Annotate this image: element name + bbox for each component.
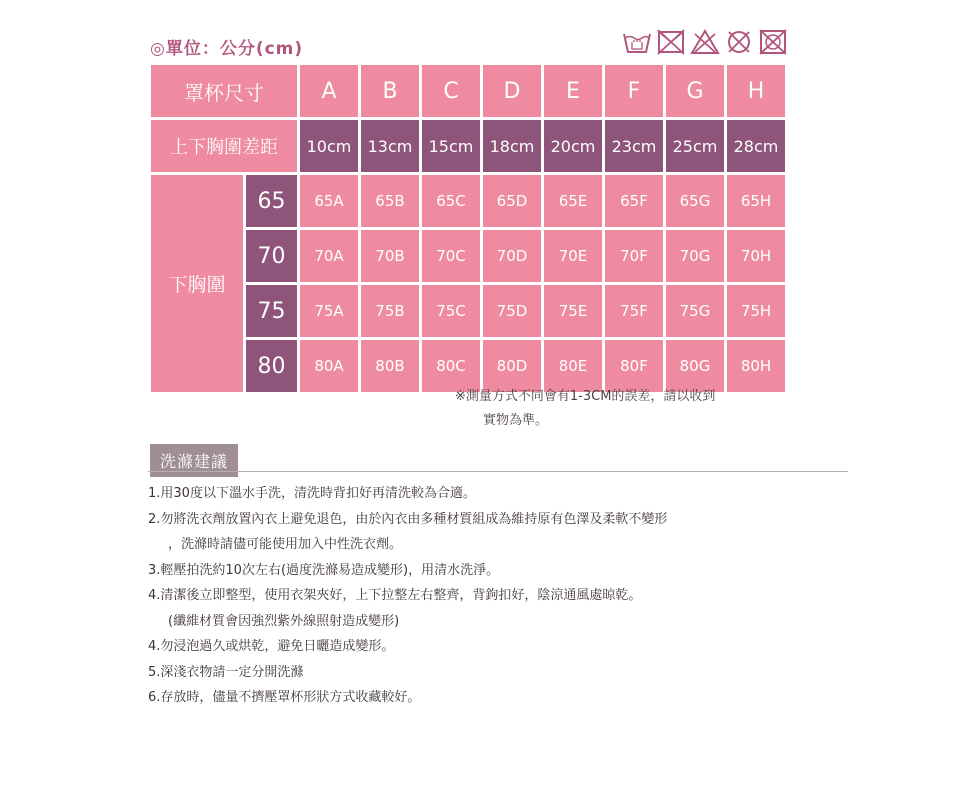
bust-difference-cell: 28cm — [727, 120, 785, 172]
divider — [148, 471, 848, 472]
size-cell: 70D — [483, 230, 541, 282]
care-item: ，洗滌時請儘可能使用加入中性洗衣劑。 — [168, 537, 403, 552]
care-section-title: 洗滌建議 — [150, 444, 238, 477]
cup-header: A — [300, 65, 358, 117]
care-item: 4.勿浸泡過久或烘乾，避免日曬造成變形。 — [148, 639, 395, 654]
band-size: 65 — [246, 175, 297, 227]
size-cell: 80F — [605, 340, 663, 392]
size-cell: 75H — [727, 285, 785, 337]
no-tumble-dry-icon — [656, 28, 686, 56]
size-cell: 75B — [361, 285, 419, 337]
no-dry-clean-icon — [724, 28, 754, 56]
size-cell: 65D — [483, 175, 541, 227]
size-cell: 70F — [605, 230, 663, 282]
care-symbols — [622, 28, 788, 56]
cup-header: F — [605, 65, 663, 117]
size-cell: 75D — [483, 285, 541, 337]
size-cell: 80H — [727, 340, 785, 392]
note-line: 實物為準。 — [483, 413, 549, 428]
size-cell: 80D — [483, 340, 541, 392]
size-cell: 80C — [422, 340, 480, 392]
size-cell: 70G — [666, 230, 724, 282]
cup-header: G — [666, 65, 724, 117]
bust-difference-cell: 13cm — [361, 120, 419, 172]
size-cell: 80B — [361, 340, 419, 392]
care-item: (纖維材質會因強烈紫外線照射造成變形) — [168, 613, 400, 629]
cup-header: E — [544, 65, 602, 117]
size-cell: 75E — [544, 285, 602, 337]
unit-label: ◎單位：公分(cm) — [150, 39, 304, 59]
size-row — [151, 175, 785, 227]
hand-wash-icon — [622, 28, 652, 56]
diff-row — [151, 120, 785, 172]
cup-header: B — [361, 65, 419, 117]
band-size: 75 — [246, 285, 297, 337]
size-chart — [148, 62, 788, 395]
size-cell: 75A — [300, 285, 358, 337]
size-cell: 65H — [727, 175, 785, 227]
size-cell: 75C — [422, 285, 480, 337]
care-item: 6.存放時，儘量不擠壓罩杯形狀方式收藏較好。 — [148, 690, 421, 705]
size-cell: 80A — [300, 340, 358, 392]
size-row — [151, 230, 785, 282]
cup-header: D — [483, 65, 541, 117]
size-cell: 65C — [422, 175, 480, 227]
size-cell: 75G — [666, 285, 724, 337]
care-item: 3.輕壓拍洗約10次左右(過度洗滌易造成變形)，用清水洗淨。 — [148, 562, 500, 578]
bust-difference-cell: 23cm — [605, 120, 663, 172]
size-cell: 65G — [666, 175, 724, 227]
bust-difference-cell: 20cm — [544, 120, 602, 172]
care-item: 5.深淺衣物請一定分開洗滌 — [148, 664, 304, 680]
size-cell: 70B — [361, 230, 419, 282]
measurement-note — [455, 385, 715, 433]
care-instructions — [148, 481, 667, 711]
size-cell: 70E — [544, 230, 602, 282]
size-cell: 75F — [605, 285, 663, 337]
underbust-label: 下胸圍 — [151, 175, 243, 392]
cup-header-row — [151, 65, 785, 117]
care-item: 2.勿將洗衣劑放置內衣上避免退色，由於內衣由多種材質組成為維持原有色澤及柔軟不變形 — [148, 511, 668, 527]
size-cell: 65F — [605, 175, 663, 227]
size-cell: 70H — [727, 230, 785, 282]
size-row — [151, 285, 785, 337]
size-cell: 80G — [666, 340, 724, 392]
size-cell: 80E — [544, 340, 602, 392]
no-machine-dry-icon — [758, 28, 788, 56]
bust-difference-label: 上下胸圍差距 — [151, 120, 297, 172]
cup-size-label: 罩杯尺寸 — [151, 65, 297, 117]
cup-header: C — [422, 65, 480, 117]
bust-difference-cell: 10cm — [300, 120, 358, 172]
size-cell: 70A — [300, 230, 358, 282]
size-cell: 65E — [544, 175, 602, 227]
band-size: 70 — [246, 230, 297, 282]
bust-difference-cell: 25cm — [666, 120, 724, 172]
note-line: ※測量方式不同會有1-3CM的誤差，請以收到 — [455, 389, 716, 404]
bust-difference-cell: 18cm — [483, 120, 541, 172]
bust-difference-cell: 15cm — [422, 120, 480, 172]
size-cell: 70C — [422, 230, 480, 282]
care-item: 1.用30度以下溫水手洗，清洗時背扣好再清洗較為合適。 — [148, 486, 476, 501]
size-cell: 65B — [361, 175, 419, 227]
size-cell: 65A — [300, 175, 358, 227]
band-size: 80 — [246, 340, 297, 392]
no-bleach-icon — [690, 28, 720, 56]
cup-header: H — [727, 65, 785, 117]
care-item: 4.清潔後立即整型，使用衣架夾好，上下拉整左右整齊，背鉤扣好，陰涼通風處晾乾。 — [148, 588, 642, 603]
